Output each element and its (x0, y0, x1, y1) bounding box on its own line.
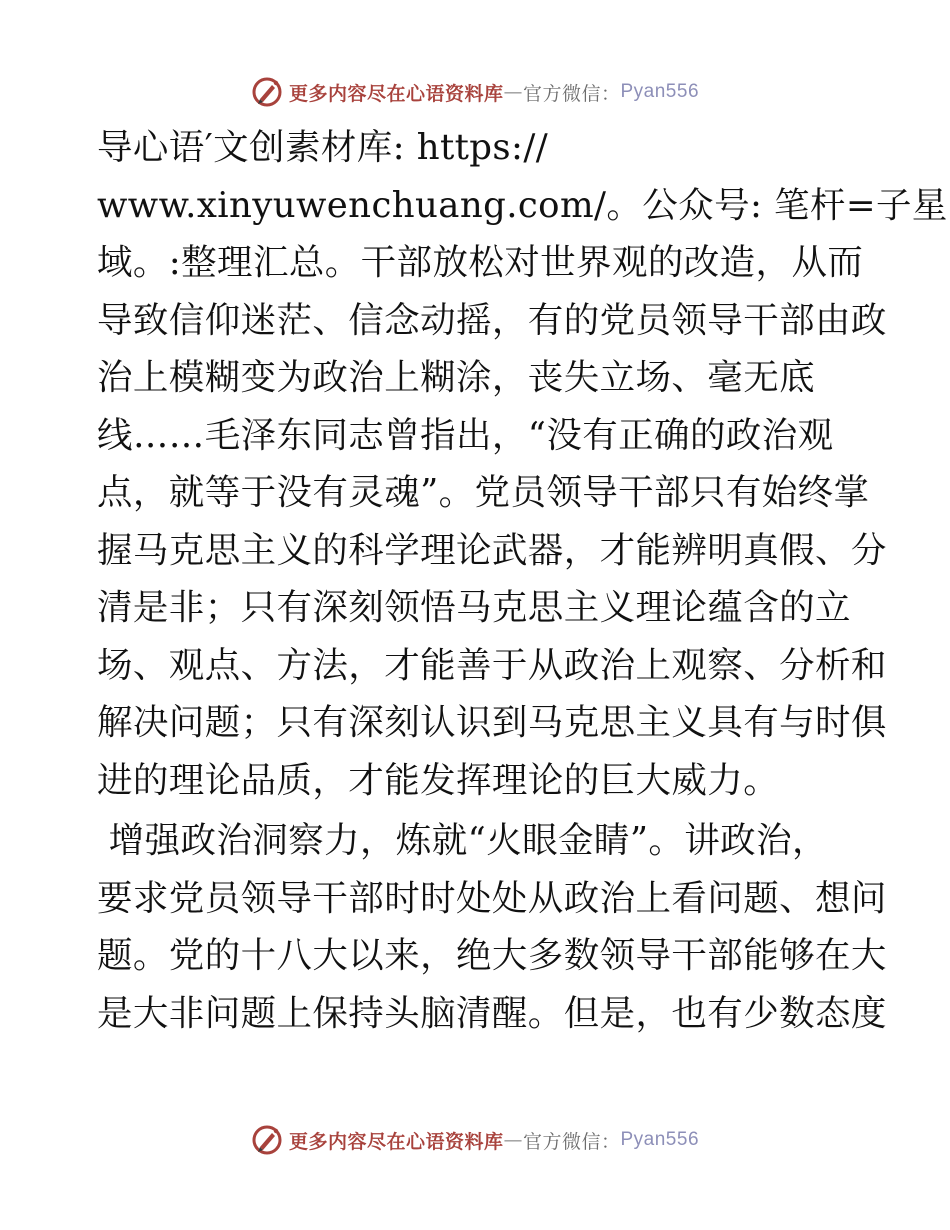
text-line: 清是非；只有深刻领悟马克思主义理论蕴含的立 (97, 587, 851, 628)
banner-wechat-id: Pyan556 (620, 81, 700, 102)
text-line: 导心语′文创素材库: https:// (97, 127, 549, 168)
text-line: 治上模糊变为政治上糊涂，丧失立场、毫无底 (97, 357, 816, 398)
text-line: 要求党员领导干部时时处处从政治上看问题、想问 (97, 877, 887, 919)
text-line: www.xinyuwenchuang.com/。公众号: 笔杆=子星 (97, 184, 948, 226)
text-line: 场、观点、方法，才能善于从政治上观察、分析和 (97, 644, 887, 686)
text-line: 解决问题；只有深刻认识到马克思主义具有与时俱 (97, 702, 887, 743)
banner-main-text: 更多内容尽在心语资料库 (288, 82, 504, 105)
text-line: 导致信仰迷茫、信念动摇，有的党员领导干部由政 (97, 299, 887, 341)
banner-wechat-label: 官方微信： (522, 1130, 621, 1153)
paragraph-1 (97, 119, 948, 809)
text-line: 题。党的十八大以来，绝大多数领导干部能够在大 (97, 935, 887, 976)
banner-separator: — (503, 1129, 523, 1151)
footer-banner (0, 1122, 950, 1158)
banner-separator: — (503, 81, 523, 103)
banner-wechat-label: 官方微信： (522, 82, 621, 105)
banner-wechat-id: Pyan556 (620, 1129, 700, 1150)
text-line: 握马克思主义的科学理论武器，才能辨明真假、分 (97, 529, 887, 571)
pen-circle-logo-icon (251, 1124, 283, 1156)
text-line: 增强政治洞察力，炼就“火眼金睛”。讲政治， (97, 820, 828, 861)
text-line: 线……毛泽东同志曾指出，“没有正确的政治观 (97, 414, 834, 456)
text-line: 进的理论品质，才能发挥理论的巨大威力。 (97, 759, 780, 801)
header-banner (0, 74, 950, 110)
text-line: 域。:整理汇总。干部放松对世界观的改造，从而 (97, 242, 864, 283)
pen-circle-logo-icon (251, 76, 283, 108)
paragraph-2 (97, 812, 887, 1042)
banner-main-text: 更多内容尽在心语资料库 (288, 1130, 504, 1153)
text-line: 点，就等于没有灵魂”。党员领导干部只有始终掌 (97, 472, 870, 513)
text-line: 是大非问题上保持头脑清醒。但是，也有少数态度 (97, 992, 887, 1034)
